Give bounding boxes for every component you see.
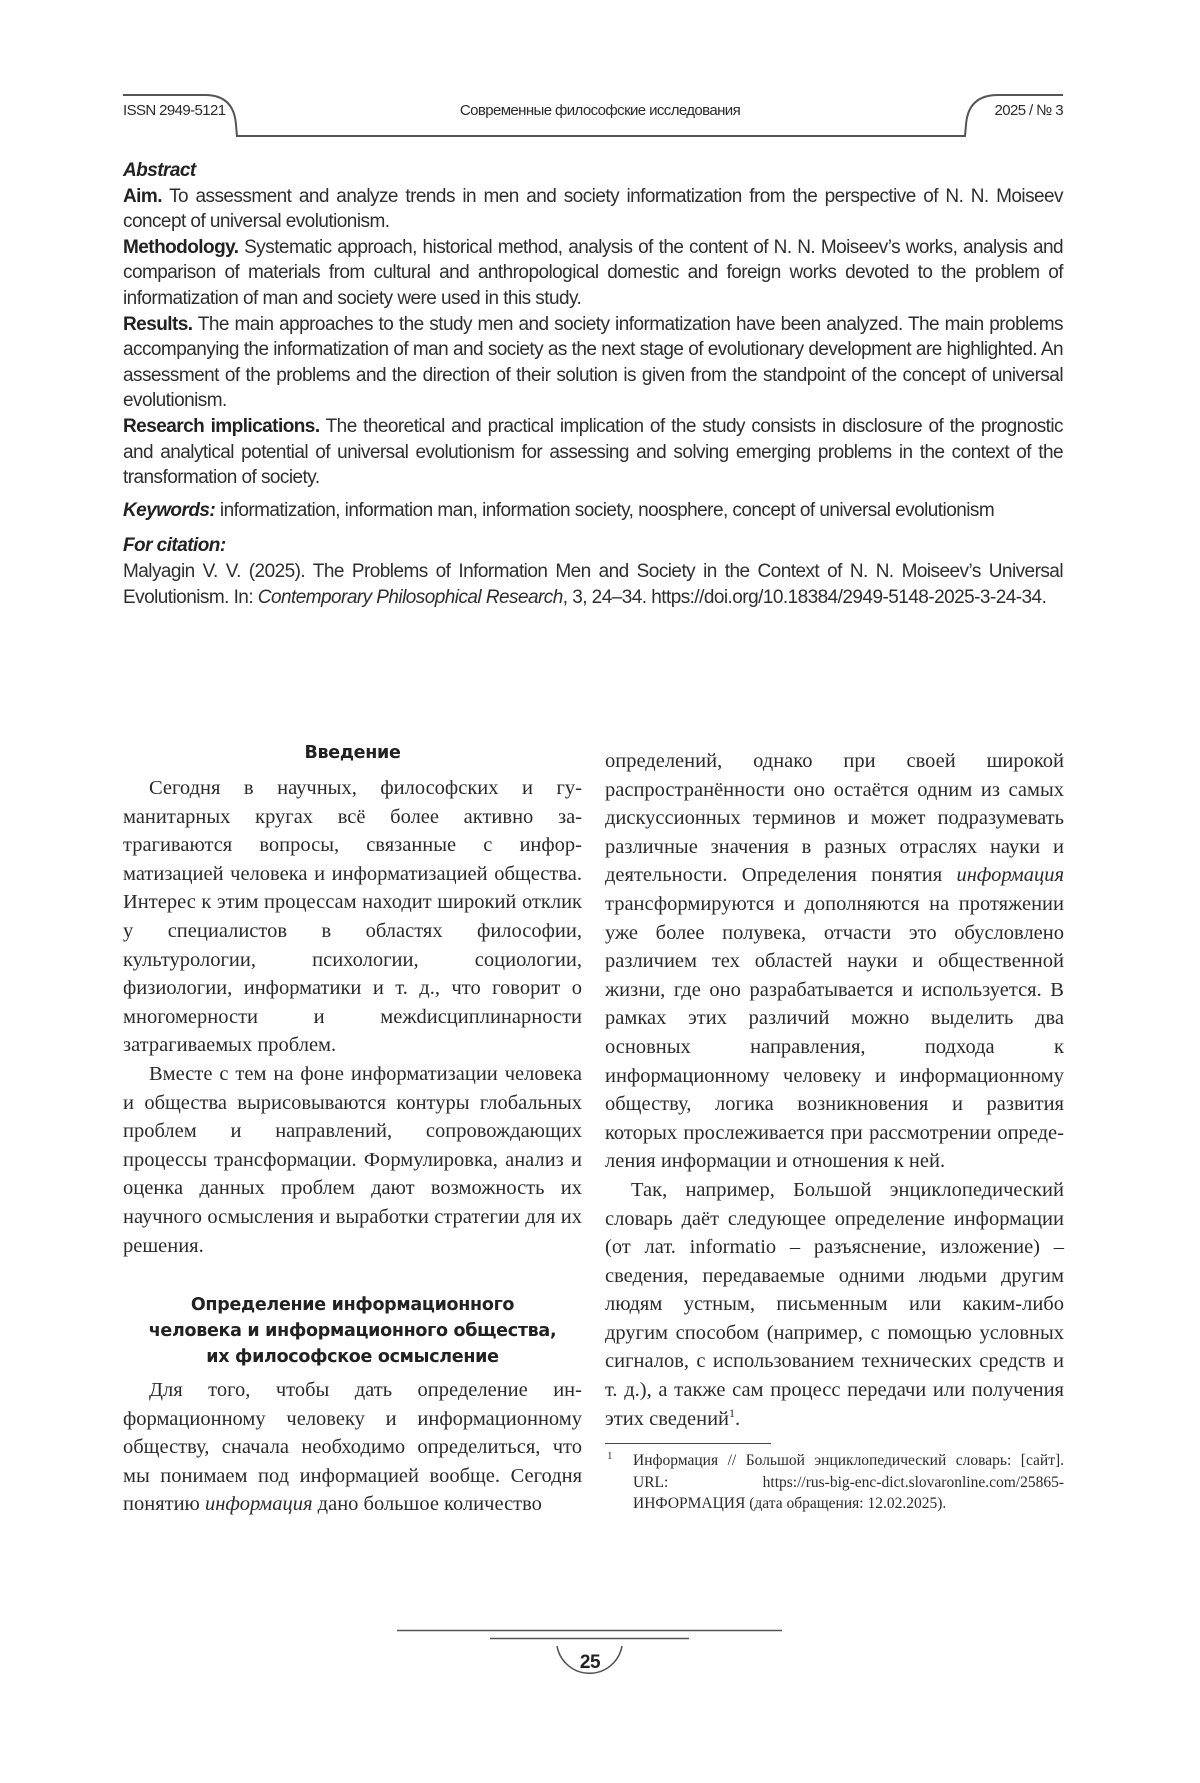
footnote-text[interactable]: Информация // Большой энциклопедический словарь: [сайт]. URL: https://rus-big-enc-dict.​slovaronline.com/25865-ИНФОРМАЦИЯ (дата обращения: 12.02.2025). xyxy=(633,1452,1064,1513)
footnote-ref[interactable]: 1 xyxy=(729,1405,736,1420)
footer-rule xyxy=(0,1600,1200,1700)
text-run: определений, однако при своей широкой распространённости оно остаётся одним из самых дискуссионных терминов и может подразумевать различные значения в разных отраслях науки и деятельности. Определения понятия xyxy=(605,750,1064,887)
abstract-aim xyxy=(123,184,1063,235)
italic-term: информация xyxy=(205,1493,313,1516)
issue-number: 2025 / № 3 xyxy=(994,102,1063,119)
methodology-text: Systematic approach, historical method, analysis of the content of N. N. Moiseev’s works, analysis and comparison of materials from cultural and anthropological domestic and foreign works devoted to the problem of informatization of man and society were used in this study. xyxy=(123,236,1063,309)
citation-text: Malyagin V. V. (2025). The Problems of Information Men and Society in the Context of N. N. Moiseev’s Universal Evolutionism. In: xyxy=(123,560,1063,608)
section-heading-line-2: человека и информационного общества, xyxy=(148,1321,557,1342)
results-label: Results. xyxy=(123,313,193,335)
aim-text: To assessment and analyze trends in men and society informatization from the perspective of N. N. Moiseev concept of universal evolutionism. xyxy=(123,185,1063,233)
intro-paragraph-1: Сегодня в научных, философских и гуманитарных кругах всё более активно затрагиваются вопросы, связанные с информатизацией человека и информатизацией общества. Интерес к этим процессам находит широкий отклик у специалистов в областях философии, культурологии, психологии, социологии, физиологии, информатики и т. д., что говорит о многомерности и межdисциплинарности затрагиваемых проблем. xyxy=(123,777,582,1057)
keywords-label: Keywords: xyxy=(123,499,216,521)
footnote xyxy=(605,1450,1064,1515)
section-heading-line-1: Определение информационного xyxy=(190,1295,515,1316)
italic-term: информация xyxy=(956,864,1064,887)
citation xyxy=(123,559,1063,610)
text-run: Так, например, Большой энциклопедический словарь даёт следующее определение информации (от лат. informatio – разъяснение, изложение) – сведения, передаваемые одними людьми другим людям устным, письменным или каким-либо другим способом (например, с помощью условных сигналов, с использованием технических средств и т. д.), а также сам процесс передачи или получения этих сведений xyxy=(605,1178,1064,1430)
journal-title: Современные философские исследования xyxy=(459,102,741,119)
right-paragraph-2 xyxy=(605,1176,1064,1433)
keywords-text: informatization, information man, information society, noosphere, concept of universal evolutionism xyxy=(215,499,995,521)
section-heading xyxy=(123,1292,582,1370)
citation-journal: Contemporary Philosophical Research xyxy=(257,586,563,608)
footnote-divider xyxy=(605,1443,771,1444)
intro-paragraph-2: Вместе с тем на фоне информатизации человека и общества вырисовываются контуры глобальных проблем и направлений, сопровождающих процессы трансформации. Формулировка, анализ и оценка данных проблем дают возможность их научного осмысления и выработки стратегии для их решения. xyxy=(123,1062,582,1257)
page-number: 25 xyxy=(579,1652,601,1673)
footnote-number: 1 xyxy=(607,1450,613,1463)
methodology-label: Methodology. xyxy=(123,236,239,258)
abstract-block xyxy=(123,158,1063,610)
citation-doi[interactable]: , 3, 24–34. https://doi.​org/10.18384/2949-5148-2025-3-24-34. xyxy=(562,586,1047,608)
issn: ISSN 2949-5121 xyxy=(123,102,226,119)
text-run: . xyxy=(735,1407,741,1430)
left-column xyxy=(123,740,582,1519)
intro-heading: Введение xyxy=(304,743,401,763)
abstract-results xyxy=(123,312,1063,414)
results-text: The main approaches to the study men and society informatization have been analyzed. The main problems accompanying the informatization of man and society as the next stage of evolutionary development are highlighted. An assessment of the problems and the direction of their solution is given from the standpoint of the concept of universal evolutionism. xyxy=(123,313,1063,412)
section-heading-line-3: их философское осмысление xyxy=(206,1347,499,1368)
abstract-implications xyxy=(123,414,1063,491)
abstract-heading: Abstract xyxy=(123,160,196,181)
implications-label: Research implications. xyxy=(123,415,320,437)
aim-label: Aim. xyxy=(123,185,162,207)
right-column xyxy=(605,747,1064,1515)
citation-label: For citation: xyxy=(123,535,226,557)
text-run: Для того, чтобы дать определение информационному человеку и информационному обществу, сначала необходимо определиться, что мы понимаем под информацией вообще. Сегодня понятию xyxy=(123,1379,582,1516)
right-paragraph-1 xyxy=(605,747,1064,1176)
text-run: трансформируются и дополняются на протяжении уже более полувека, отчасти это обусловлено различием тех областей науки и общественной жизни, где оно разрабатывается и используется. В рамках этих различий можно выделить два основных направления, подхода к информационному человеку и информационному обществу, логика возникновения и развития которых прослеживается при рассмотрении определения информации и отношения к ней. xyxy=(605,892,1064,1173)
text-run: дано большое количество xyxy=(312,1493,542,1516)
section-paragraph-1 xyxy=(123,1376,582,1519)
abstract-keywords xyxy=(123,498,1063,524)
header-rule xyxy=(0,0,1200,150)
implications-text: The theoretical and practical implication of the study consists in disclosure of the prognostic and analytical potential of universal evolutionism for assessing and solving emerging problems in the context of the transformation of society. xyxy=(123,415,1064,489)
abstract-methodology xyxy=(123,235,1063,312)
